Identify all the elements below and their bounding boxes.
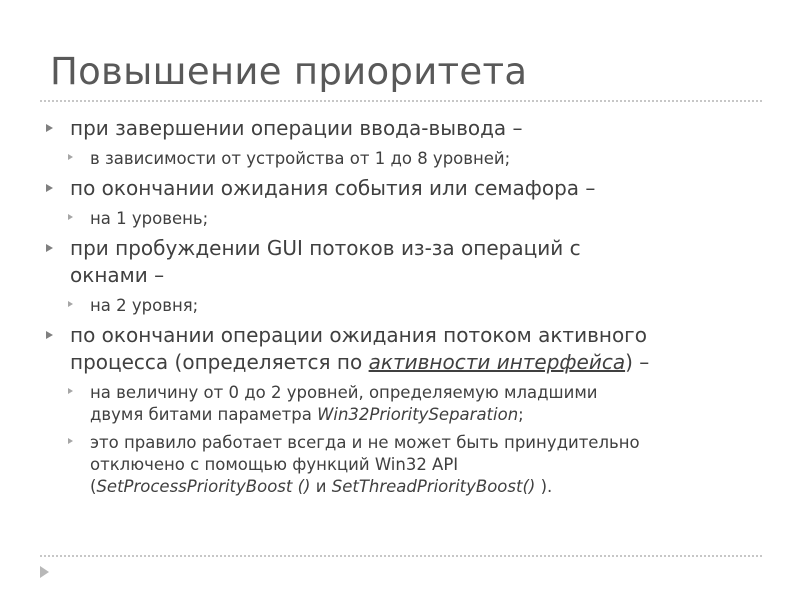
triangle-bullet-icon	[68, 154, 73, 160]
list-item-text: при завершении операции ввода-вывода –	[70, 116, 523, 140]
slide-title: Повышение приоритета	[50, 50, 528, 93]
triangle-bullet-icon	[68, 438, 73, 444]
list-item	[46, 322, 761, 376]
list-item	[46, 175, 761, 202]
footer-divider	[40, 555, 762, 557]
list-item-text-line: по окончании операции ожидания потоком активного	[70, 323, 647, 347]
title-divider	[40, 100, 762, 102]
sub-list-item	[68, 295, 761, 317]
triangle-bullet-icon	[46, 331, 53, 339]
text-fragment: и	[310, 477, 332, 496]
text-fragment: ) –	[625, 350, 650, 374]
sub-list-item-text-line: отключено с помощью функций Win32 API	[90, 455, 459, 474]
text-fragment: двумя битами параметра	[90, 405, 318, 424]
sub-list-item-text-line: на величину от 0 до 2 уровней, определяемую младшими	[90, 383, 598, 402]
list-item	[46, 235, 761, 289]
list-item-text-line: окнами –	[70, 263, 165, 287]
list-item	[46, 115, 761, 142]
sub-list-item-text: на 1 уровень;	[90, 209, 209, 228]
interface-activity-link[interactable]: активности интерфейса	[368, 350, 626, 374]
sub-list-item-text-line	[90, 476, 761, 498]
list-item-text: по окончании ожидания события или семафора –	[70, 176, 596, 200]
triangle-bullet-icon	[68, 388, 73, 394]
triangle-bullet-icon	[68, 214, 73, 220]
sub-list-item	[68, 208, 761, 230]
list-item-text-line	[70, 349, 761, 376]
parameter-name: Win32PrioritySeparation	[317, 405, 519, 424]
text-fragment: (	[90, 477, 97, 496]
function-name: SetProcessPriorityBoost ()	[96, 477, 311, 496]
next-slide-icon[interactable]	[40, 566, 49, 578]
triangle-bullet-icon	[46, 124, 53, 132]
triangle-bullet-icon	[46, 184, 53, 192]
function-name: SetThreadPriorityBoost()	[331, 477, 536, 496]
text-fragment: ;	[518, 405, 524, 424]
list-item-text-line: при пробуждении GUI потоков из-за операций с	[70, 236, 581, 260]
sub-list-item	[68, 148, 761, 170]
text-fragment: ).	[535, 477, 553, 496]
sub-list-item	[68, 382, 761, 426]
sub-list-item	[68, 432, 761, 498]
triangle-bullet-icon	[68, 301, 73, 307]
sub-list-item-text-line	[90, 404, 761, 426]
text-fragment: процесса (определяется по	[70, 350, 369, 374]
sub-list-item-text-line: это правило работает всегда и не может быть принудительно	[90, 433, 640, 452]
sub-list-item-text: на 2 уровня;	[90, 296, 199, 315]
triangle-bullet-icon	[46, 244, 53, 252]
sub-list-item-text: в зависимости от устройства от 1 до 8 уровней;	[90, 149, 511, 168]
bullet-list	[46, 115, 761, 498]
